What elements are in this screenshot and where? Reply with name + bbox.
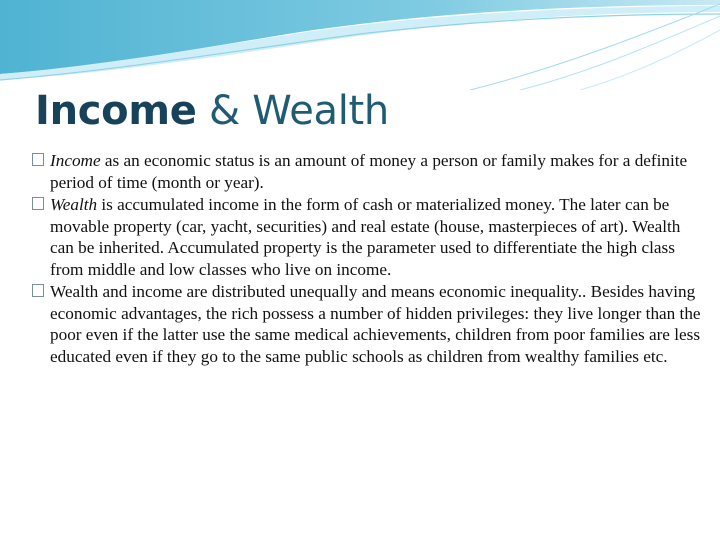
bullet-text: is accumulated income in the form of cash or materialized money. The later can be movable property (car, yacht, securities) and real estate (house, masterpieces of art). Wealth can be inherited. Accumulated property is the parameter used to differentiate the high class from middle and low classes who live on income.: [50, 195, 681, 279]
square-bullet-icon: [32, 284, 44, 297]
list-item: [32, 281, 708, 367]
square-bullet-icon: [32, 197, 44, 210]
list-item: [32, 194, 708, 280]
term-wealth: Wealth: [50, 195, 98, 214]
term-income: Income: [50, 151, 101, 170]
banner-line-3: [520, 16, 720, 90]
bullet-list: [32, 150, 708, 368]
title-rest: & Wealth: [196, 88, 389, 134]
bullet-text: as an economic status is an amount of money a person or family makes for a definite period of time (month or year).: [50, 151, 688, 192]
bullet-text: Wealth and income are distributed unequally and means economic inequality.. Besides having economic advantages, the rich possess a number of hidden privileges: they live longer than the poor even if the latter use the same medical achievements, children from poor families are less educated even if they go to the same public schools as children from wealthy families etc.: [50, 282, 701, 366]
square-bullet-icon: [32, 153, 44, 166]
list-item: [32, 150, 708, 193]
banner-line-4: [580, 30, 720, 90]
decorative-banner: [0, 0, 720, 90]
title-bold: Income: [35, 88, 197, 134]
page-title: [35, 88, 389, 134]
